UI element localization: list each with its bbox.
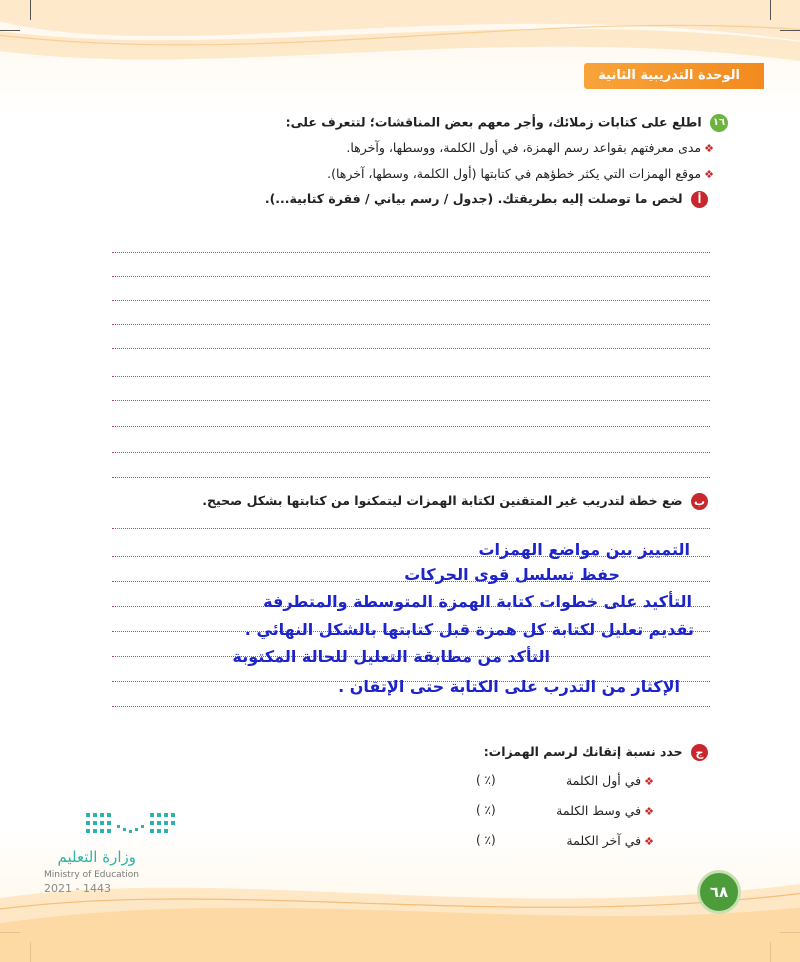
- writing-line[interactable]: [112, 348, 710, 349]
- part-b-text: ضع خطة لتدريب غير المتقنين لكتابة الهمزات ليتمكنوا من كتابتها بشكل صحيح.: [202, 493, 683, 508]
- top-wave-decoration: [0, 0, 800, 110]
- page-number: ٦٨: [709, 883, 729, 901]
- writing-line[interactable]: [112, 300, 710, 301]
- crop-mark: [780, 30, 800, 31]
- handwritten-answer: التمييز بين مواضع الهمزات: [478, 540, 690, 559]
- exercise-number-badge: ١٦: [710, 114, 728, 132]
- percent-row: [556, 803, 654, 818]
- percent-input[interactable]: ( ٪): [476, 833, 496, 847]
- diamond-bullet-icon: ❖: [704, 142, 714, 155]
- page-number-badge: [697, 870, 741, 914]
- ministry-name-ar: وزارة التعليم: [57, 848, 136, 866]
- ministry-logo-mark-icon: [84, 810, 184, 838]
- handwritten-answer: الإكثار من التدرب على الكتابة حتى الإتقان .: [338, 677, 680, 696]
- unit-title-tab: [584, 63, 764, 89]
- writing-line[interactable]: [112, 400, 710, 401]
- handwritten-answer: تقديم تعليل لكتابة كل همزة قبل كتابتها بالشكل النهائي .: [244, 620, 694, 639]
- bullet-text: مدى معرفتهم بقواعد رسم الهمزة، في أول الكلمة، ووسطها، وآخرها.: [346, 140, 702, 155]
- diamond-bullet-icon: ❖: [644, 805, 654, 818]
- percent-row-label: في وسط الكلمة: [556, 803, 642, 818]
- handwritten-answer: حفظ تسلسل قوى الحركات: [404, 565, 620, 584]
- percent-row-label: في أول الكلمة: [565, 773, 642, 788]
- ministry-logo: [44, 808, 184, 898]
- crop-mark: [0, 30, 20, 31]
- diamond-bullet-icon: ❖: [644, 835, 654, 848]
- writing-line[interactable]: [112, 452, 710, 453]
- exercise-instruction-text: اطلع على كتابات زملائك، وأجر معهم بعض المناقشات؛ لتتعرف على:: [285, 114, 702, 130]
- bullet-item: [327, 166, 714, 181]
- writing-line[interactable]: [112, 706, 710, 707]
- part-b-badge: ب: [691, 493, 708, 510]
- writing-line[interactable]: [112, 376, 710, 377]
- diamond-bullet-icon: ❖: [644, 775, 654, 788]
- percent-row: [566, 773, 654, 788]
- part-a-badge: أ: [691, 191, 708, 208]
- part-b-prompt: [202, 493, 708, 510]
- exercise-instruction: [286, 114, 728, 132]
- part-a-text: لخص ما توصلت إليه بطريقتك. (جدول / رسم بياني / فقرة كتابية...).: [264, 191, 683, 206]
- percent-input[interactable]: ( ٪): [476, 803, 496, 817]
- part-a-prompt: [265, 191, 708, 208]
- percent-row-label: في آخر الكلمة: [566, 833, 642, 848]
- bullet-text: موقع الهمزات التي يكثر خطؤهم في كتابتها (أول الكلمة، وسطها، آخرها).: [327, 166, 702, 181]
- part-c-badge: ج: [691, 744, 708, 761]
- writing-line[interactable]: [112, 477, 710, 478]
- writing-line[interactable]: [112, 252, 710, 253]
- handwritten-answer: التأكد من مطابقة التعليل للحالة المكتوبة: [232, 647, 550, 666]
- crop-mark: [30, 0, 31, 20]
- part-c-text: حدد نسبة إتقانك لرسم الهمزات:: [483, 744, 683, 759]
- edition-year: 2021 - 1443: [44, 882, 111, 895]
- handwritten-answer: التأكيد على خطوات كتابة الهمزة المتوسطة والمتطرفة: [263, 592, 692, 611]
- part-c-prompt: [484, 744, 708, 761]
- writing-line[interactable]: [112, 324, 710, 325]
- crop-mark: [770, 0, 771, 20]
- percent-input[interactable]: ( ٪): [476, 773, 496, 787]
- bullet-item: [346, 140, 714, 155]
- writing-line[interactable]: [112, 528, 710, 529]
- writing-line[interactable]: [112, 276, 710, 277]
- ministry-name-en: Ministry of Education: [44, 870, 139, 880]
- diamond-bullet-icon: ❖: [704, 168, 714, 181]
- unit-title: الوحدة التدريبية الثانية: [598, 68, 740, 83]
- writing-line[interactable]: [112, 426, 710, 427]
